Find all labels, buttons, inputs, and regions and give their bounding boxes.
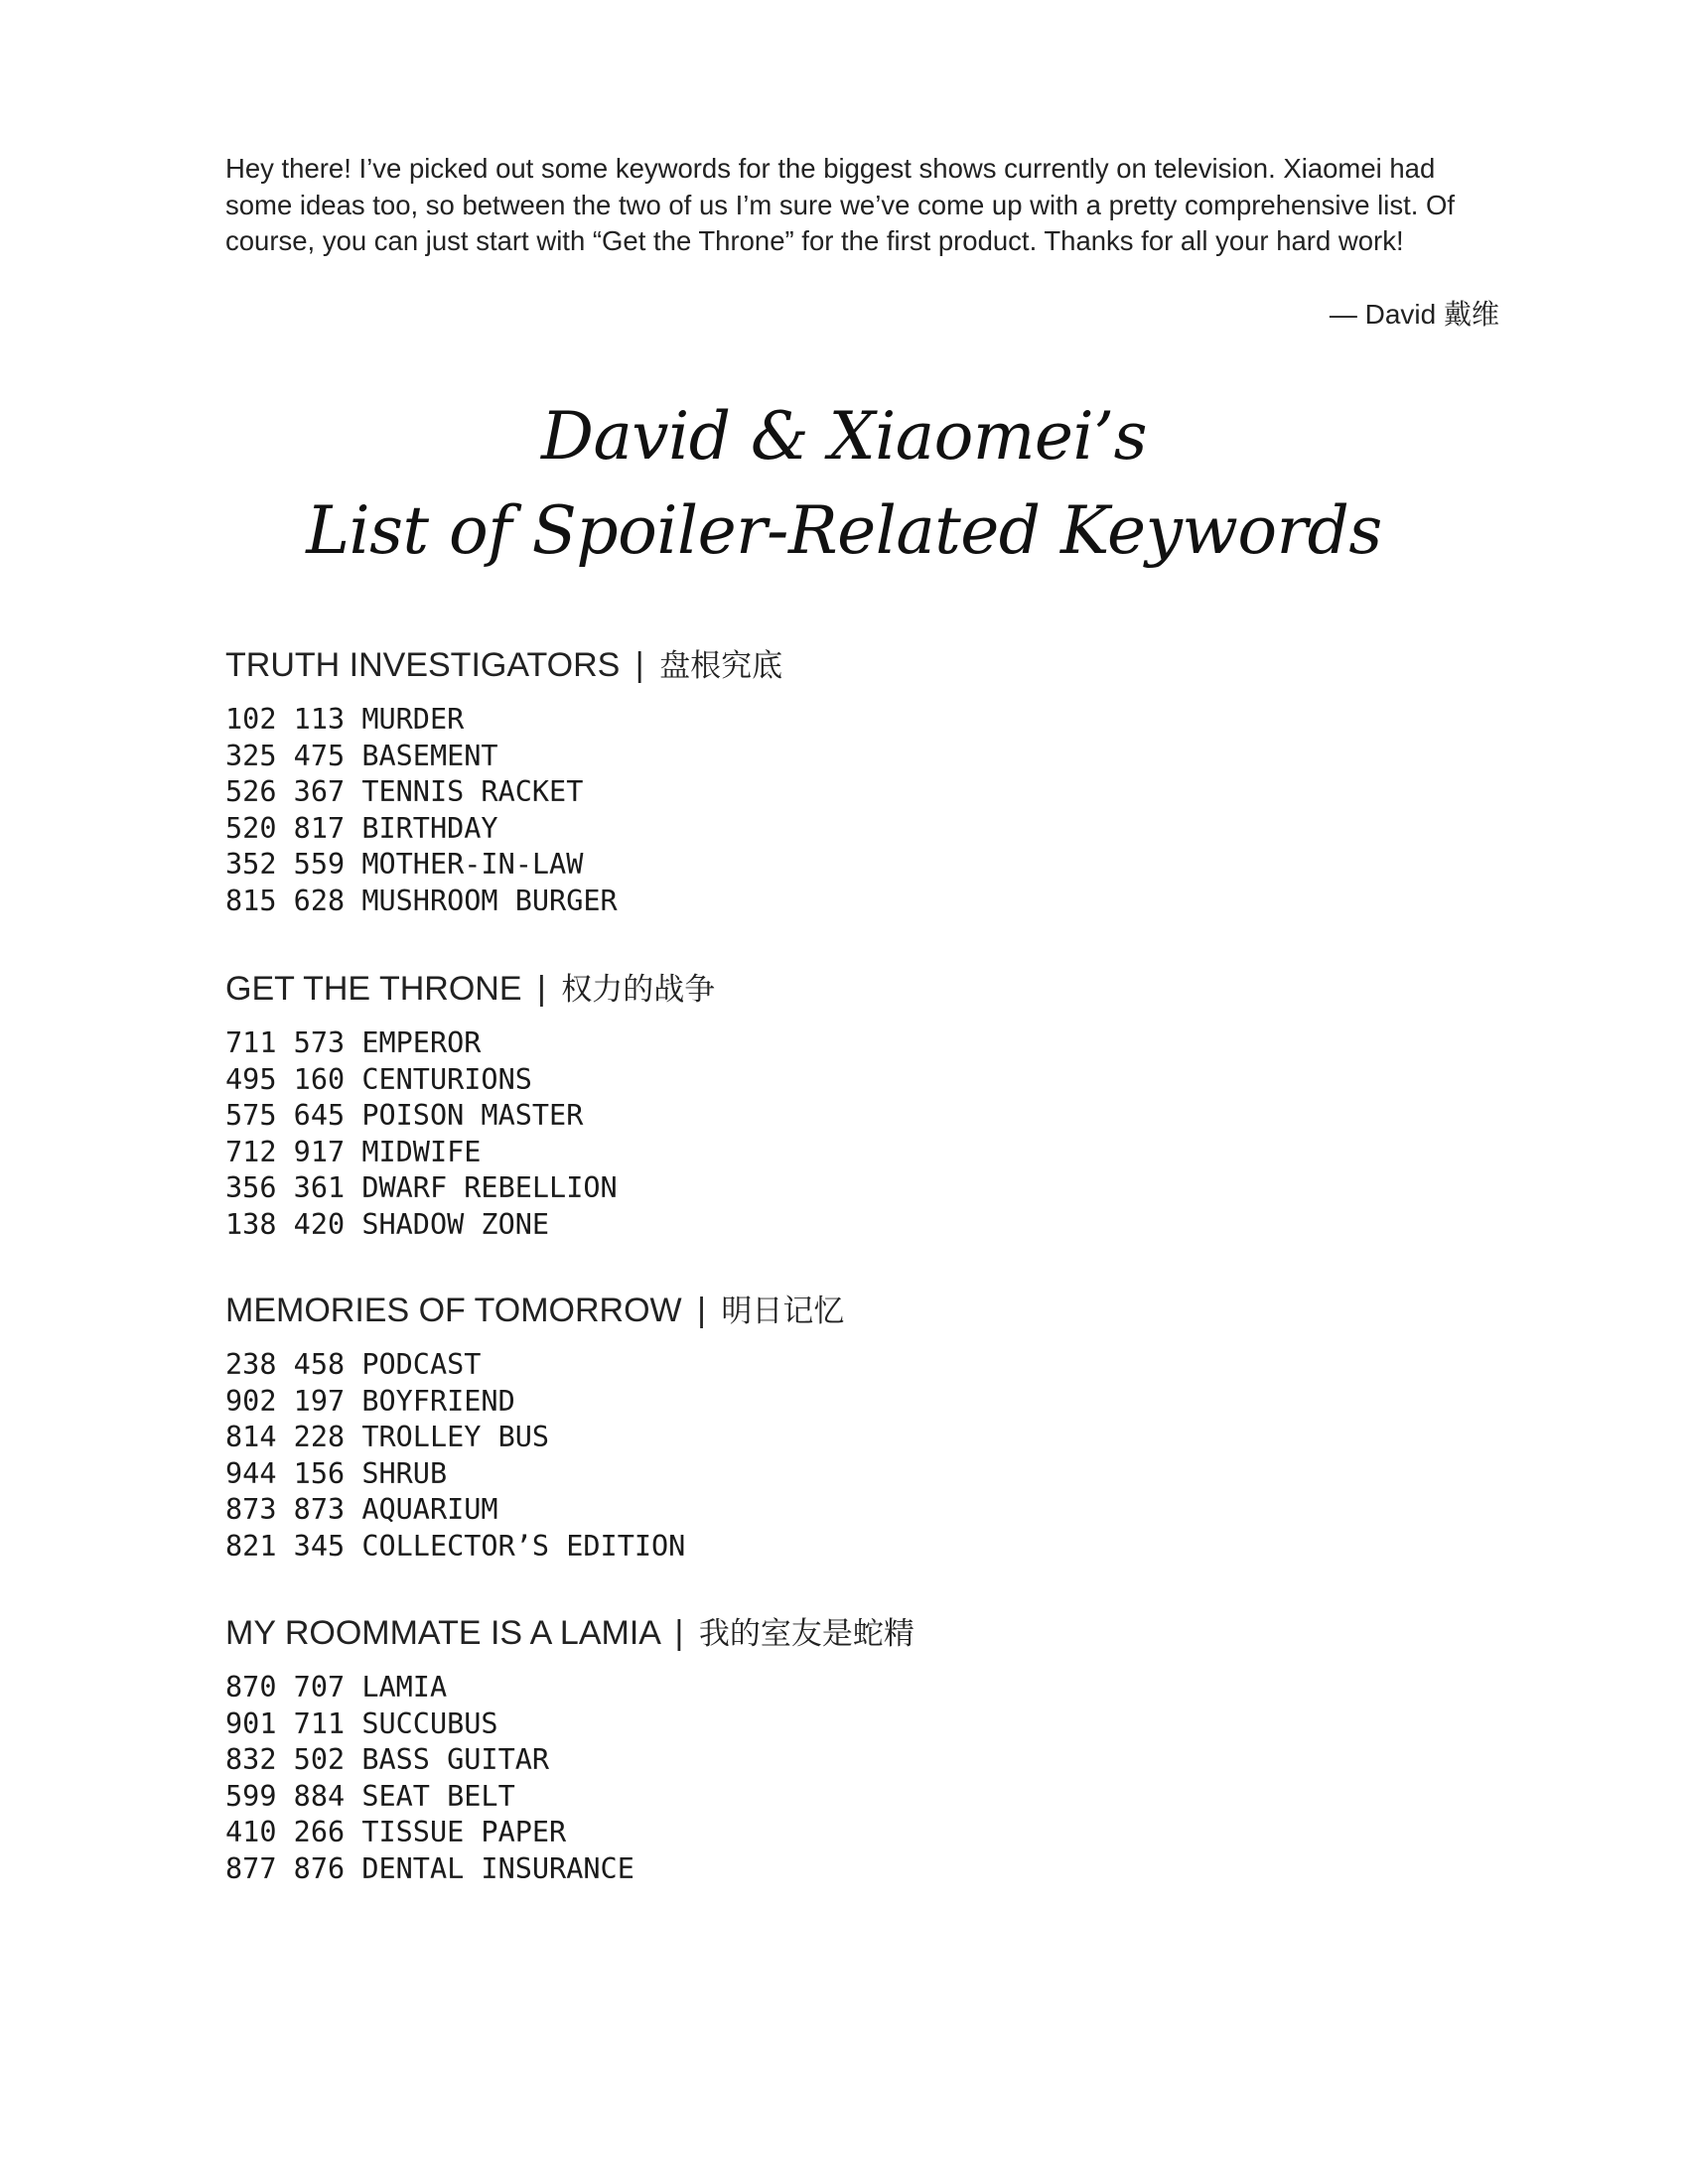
intro-paragraph: Hey there! I’ve picked out some keywords for the biggest shows currently on television. Xiaomei had some ideas too, so between the two of us I’m sure we’ve come up with a pretty comprehensive list. Of course, you can just start with “Get the Throne” for the first product. Thanks for all your hard work! xyxy=(225,153,1456,256)
keyword-code-2: 711 xyxy=(293,1706,346,1740)
keyword-code-2: 420 xyxy=(293,1207,346,1241)
keyword-code-2: 628 xyxy=(293,884,346,917)
keyword-word: PODCAST xyxy=(361,1348,482,1381)
keyword-code-1: 944 xyxy=(225,1456,277,1490)
keyword-word: SHADOW ZONE xyxy=(361,1207,550,1241)
keyword-row xyxy=(225,1706,1417,1743)
keyword-code-2: 917 xyxy=(293,1135,346,1168)
keyword-row xyxy=(225,774,1417,811)
keyword-row xyxy=(225,811,1417,848)
show-name-chinese: 权力的战争 xyxy=(561,972,716,1008)
keyword-word: AQUARIUM xyxy=(361,1493,498,1526)
keyword-code-2: 475 xyxy=(293,739,346,772)
keyword-code-2: 458 xyxy=(293,1348,346,1381)
keyword-code-1: 356 xyxy=(225,1171,277,1204)
keyword-word: BOYFRIEND xyxy=(361,1384,515,1418)
keyword-code-1: 495 xyxy=(225,1062,277,1096)
keyword-row xyxy=(225,1815,1417,1851)
keyword-code-1: 102 xyxy=(225,703,277,736)
keyword-row xyxy=(225,1347,1417,1384)
keyword-row xyxy=(225,884,1417,920)
show-name: MEMORIES OF TOMORROW xyxy=(225,1292,682,1329)
keyword-row xyxy=(225,1420,1417,1456)
keyword-code-1: 712 xyxy=(225,1135,277,1168)
keyword-word: TISSUE PAPER xyxy=(361,1816,567,1848)
keyword-word: TROLLEY BUS xyxy=(361,1421,550,1453)
show-heading xyxy=(225,643,1417,688)
keyword-code-1: 873 xyxy=(225,1493,277,1526)
keyword-code-1: 599 xyxy=(225,1779,277,1813)
keyword-list xyxy=(225,1670,1417,1887)
keyword-row xyxy=(225,1670,1417,1706)
keyword-row xyxy=(225,702,1417,739)
keyword-code-1: 901 xyxy=(225,1706,277,1740)
keyword-row xyxy=(225,1098,1417,1135)
show-heading xyxy=(225,967,1417,1012)
keyword-row xyxy=(225,847,1417,884)
keyword-code-2: 160 xyxy=(293,1062,346,1096)
keyword-word: DENTAL INSURANCE xyxy=(361,1851,634,1885)
keyword-word: CENTURIONS xyxy=(361,1062,532,1096)
show-section-get-the-throne xyxy=(225,967,1417,1243)
keyword-row xyxy=(225,1529,1417,1566)
show-heading xyxy=(225,1611,1417,1656)
keyword-code-2: 559 xyxy=(293,848,346,881)
keyword-row xyxy=(225,1135,1417,1171)
keyword-code-2: 873 xyxy=(293,1493,346,1526)
show-section-my-roommate-is-a-lamia xyxy=(225,1611,1417,1887)
heading-separator: | xyxy=(634,646,644,684)
keyword-code-2: 707 xyxy=(293,1671,346,1704)
keyword-code-1: 877 xyxy=(225,1851,277,1885)
keyword-row xyxy=(225,1456,1417,1493)
keyword-code-2: 884 xyxy=(293,1779,346,1813)
show-name: TRUTH INVESTIGATORS xyxy=(225,646,621,684)
keyword-row xyxy=(225,1062,1417,1099)
keyword-row xyxy=(225,1779,1417,1816)
heading-separator: | xyxy=(536,970,546,1008)
keyword-word: BASEMENT xyxy=(361,739,498,772)
keyword-code-2: 345 xyxy=(293,1529,346,1563)
keyword-word: MIDWIFE xyxy=(361,1135,482,1168)
keyword-code-2: 266 xyxy=(293,1816,346,1848)
keyword-row xyxy=(225,1207,1417,1244)
keyword-code-2: 361 xyxy=(293,1171,346,1204)
keyword-word: MOTHER-IN-LAW xyxy=(361,848,584,881)
keyword-row xyxy=(225,1025,1417,1062)
keyword-word: DWARF REBELLION xyxy=(361,1171,618,1204)
keyword-word: MURDER xyxy=(361,703,465,736)
keyword-code-1: 821 xyxy=(225,1529,277,1563)
keyword-code-1: 325 xyxy=(225,739,277,772)
keyword-code-1: 520 xyxy=(225,811,277,845)
keyword-code-1: 526 xyxy=(225,775,277,808)
show-section-memories-of-tomorrow xyxy=(225,1289,1417,1565)
keyword-list xyxy=(225,1347,1417,1565)
keyword-word: SHRUB xyxy=(361,1456,448,1490)
keyword-code-2: 502 xyxy=(293,1743,346,1776)
keyword-code-2: 113 xyxy=(293,703,346,736)
show-name-chinese: 我的室友是蛇精 xyxy=(698,1616,914,1652)
keyword-code-2: 156 xyxy=(293,1456,346,1490)
keyword-list xyxy=(225,702,1417,919)
show-name: GET THE THRONE xyxy=(225,970,522,1008)
keyword-code-2: 228 xyxy=(293,1421,346,1453)
keyword-row xyxy=(225,1384,1417,1421)
keyword-row xyxy=(225,1492,1417,1529)
keyword-word: POISON MASTER xyxy=(361,1099,584,1132)
keyword-word: BASS GUITAR xyxy=(361,1743,550,1776)
title-line-1: David & Xiaomei’s xyxy=(541,398,1147,475)
keyword-code-1: 138 xyxy=(225,1207,277,1241)
keyword-row xyxy=(225,1170,1417,1207)
keyword-word: SUCCUBUS xyxy=(361,1706,498,1740)
keyword-code-2: 197 xyxy=(293,1384,346,1418)
keyword-code-1: 711 xyxy=(225,1026,277,1059)
keyword-code-2: 876 xyxy=(293,1851,346,1885)
show-section-truth-investigators xyxy=(225,643,1417,919)
keyword-code-2: 817 xyxy=(293,811,346,845)
keyword-code-2: 573 xyxy=(293,1026,346,1059)
keyword-code-1: 870 xyxy=(225,1671,277,1704)
keyword-code-1: 814 xyxy=(225,1421,277,1453)
keyword-row xyxy=(225,1742,1417,1779)
keyword-word: MUSHROOM BURGER xyxy=(361,884,618,917)
keyword-code-1: 238 xyxy=(225,1348,277,1381)
keyword-code-2: 367 xyxy=(293,775,346,808)
keyword-word: SEAT BELT xyxy=(361,1779,515,1813)
keyword-word: TENNIS RACKET xyxy=(361,775,584,808)
keyword-code-1: 902 xyxy=(225,1384,277,1418)
title-line-2: List of Spoiler-Related Keywords xyxy=(306,492,1382,569)
keyword-list xyxy=(225,1025,1417,1243)
show-name-chinese: 明日记忆 xyxy=(721,1294,845,1329)
heading-separator: | xyxy=(674,1614,684,1652)
show-name-chinese: 盘根究底 xyxy=(659,648,783,684)
keyword-code-1: 352 xyxy=(225,848,277,881)
keyword-row xyxy=(225,1851,1417,1888)
signature: — David 戴维 xyxy=(1329,299,1499,330)
keyword-code-1: 832 xyxy=(225,1743,277,1776)
keyword-code-1: 410 xyxy=(225,1816,277,1848)
heading-separator: | xyxy=(697,1292,706,1329)
keyword-code-1: 575 xyxy=(225,1099,277,1132)
show-heading xyxy=(225,1289,1417,1333)
keyword-word: COLLECTOR’S EDITION xyxy=(361,1529,686,1563)
keyword-code-2: 645 xyxy=(293,1099,346,1132)
keyword-word: LAMIA xyxy=(361,1671,448,1704)
keyword-word: EMPEROR xyxy=(361,1026,482,1059)
keyword-word: BIRTHDAY xyxy=(361,811,498,845)
keyword-row xyxy=(225,739,1417,775)
keyword-code-1: 815 xyxy=(225,884,277,917)
show-name: MY ROOMMATE IS A LAMIA xyxy=(225,1614,660,1652)
